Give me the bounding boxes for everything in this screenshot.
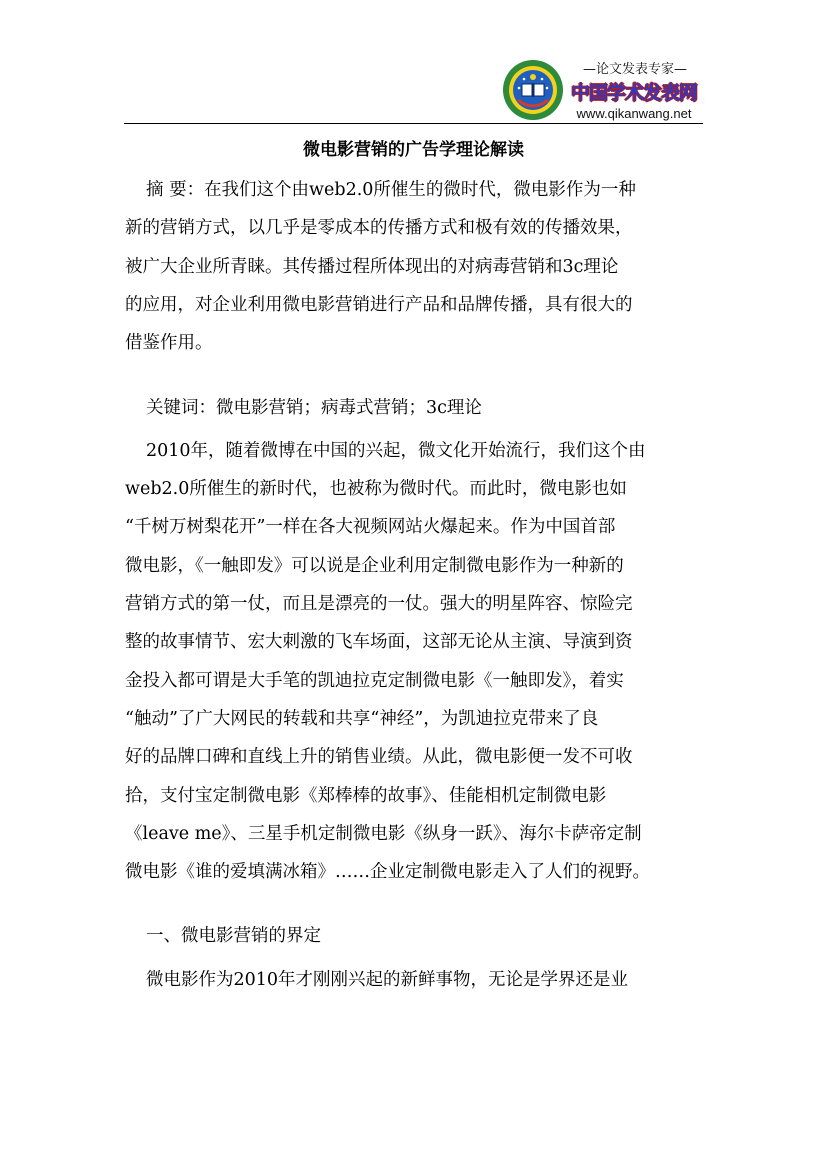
abstract-line-4: 的应用，对企业利用微电影营销进行产品和品牌传播，具有很大的 (125, 295, 633, 315)
site-logo (502, 58, 702, 122)
body-line-11: 《leave me》、三星手机定制微电影《纵身一跃》、海尔卡萨帝定制 (125, 824, 642, 844)
keywords-line: 关键词：微电影营销；病毒式营销；3c理论 (146, 398, 482, 418)
header-divider (124, 123, 703, 124)
body-line-12: 微电影《谁的爱填满冰箱》……企业定制微电影走入了人们的视野。 (125, 862, 650, 882)
abstract-line-3: 被广大企业所青睐。其传播过程所体现出的对病毒营销和3c理论 (125, 257, 619, 277)
body-line-9: 好的品牌口碑和直线上升的销售业绩。从此，微电影便一发不可收 (125, 747, 633, 767)
body-line-10: 拾，支付宝定制微电影《郑棒棒的故事》、佳能相机定制微电影 (125, 786, 607, 806)
body-line-5: 营销方式的第一仗，而且是漂亮的一仗。强大的明星阵容、惊险完 (125, 594, 633, 614)
body-line-3: “千树万树梨花开”一样在各大视频网站火爆起来。作为中国首部 (125, 517, 616, 537)
section-heading: 一、微电影营销的界定 (146, 926, 321, 946)
logo-tagline: —论文发表专家— (582, 62, 687, 77)
body-line-6: 整的故事情节、宏大刺激的飞车场面，这部无论从主演、导演到资 (125, 632, 633, 652)
body-line-2: web2.0所催生的新时代，也被称为微时代。而此时，微电影也如 (125, 479, 627, 499)
abstract-line-2: 新的营销方式，以几乎是零成本的传播方式和极有效的传播效果， (125, 218, 633, 238)
body-line-4: 微电影，《一触即发》可以说是企业利用定制微电影作为一种新的 (125, 556, 624, 576)
abstract-line-1: 摘 要：在我们这个由web2.0所催生的微时代，微电影作为一种 (146, 180, 636, 200)
body-line-13: 微电影作为2010年才刚刚兴起的新鲜事物，无论是学界还是业 (146, 970, 629, 990)
seal-emblem-icon (502, 58, 564, 122)
abstract-line-5: 借鉴作用。 (125, 333, 213, 353)
body-line-1: 2010年，随着微博在中国的兴起，微文化开始流行，我们这个由 (146, 441, 646, 461)
body-line-8: “触动”了广大网民的转载和共享“神经”，为凯迪拉克带来了良 (125, 709, 599, 729)
logo-url[interactable]: www.qikanwang.net (576, 106, 692, 121)
logo-text-block (564, 58, 702, 122)
logo-site-name: 中国学术发表网 (570, 82, 697, 104)
article-title: 微电影营销的广告学理论解读 (303, 140, 524, 160)
body-line-7: 金投入都可谓是大手笔的凯迪拉克定制微电影《一触即发》，着实 (125, 671, 624, 691)
